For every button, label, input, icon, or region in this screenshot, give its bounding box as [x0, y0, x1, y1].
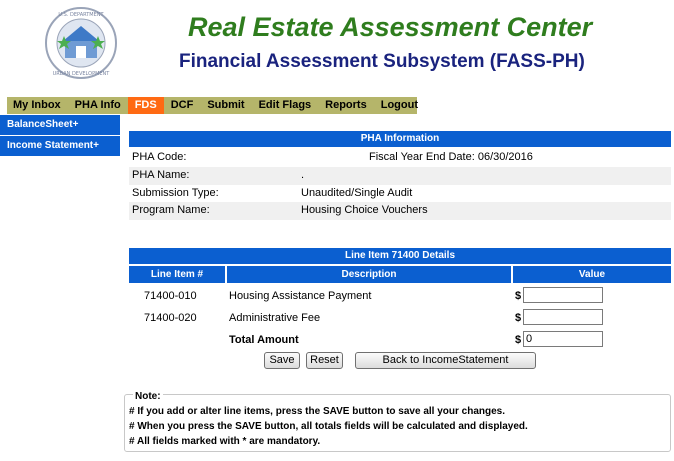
currency-symbol: $	[515, 290, 522, 302]
app-title: Real Estate Assessment Center	[188, 12, 593, 42]
note-line: # If you add or alter line items, press the SAVE button to save all your changes.	[129, 406, 506, 417]
save-button[interactable]: Save	[264, 352, 300, 369]
program-name-row	[129, 202, 671, 220]
svg-text:U.S. DEPARTMENT: U.S. DEPARTMENT	[58, 12, 104, 18]
line-item-description: Housing Assistance Payment	[229, 290, 372, 302]
submission-type-row	[129, 185, 671, 203]
submission-type-label: Submission Type:	[132, 187, 219, 199]
notes-title: Note:	[135, 391, 161, 402]
col-value: Value	[513, 266, 671, 283]
fiscal-year-end: Fiscal Year End Date: 06/30/2016	[369, 151, 533, 163]
nav-submit[interactable]: Submit	[207, 99, 245, 111]
col-description: Description	[227, 266, 511, 283]
nav-reports[interactable]: Reports	[325, 99, 367, 111]
pha-code-row	[129, 149, 671, 167]
program-name-value: Housing Choice Vouchers	[301, 204, 428, 216]
note-line: # All fields marked with * are mandatory.	[129, 436, 321, 447]
nav-logout[interactable]: Logout	[380, 99, 418, 111]
housing-assistance-value-input[interactable]	[523, 287, 603, 303]
sidebar-item-balance-sheet[interactable]: BalanceSheet+	[0, 115, 120, 135]
line-item-number: 71400-020	[144, 312, 197, 324]
back-to-income-statement-button[interactable]: Back to IncomeStatement	[355, 352, 536, 369]
total-amount-input[interactable]	[523, 331, 603, 347]
line-item-heading: Line Item 71400 Details	[129, 248, 671, 264]
nav-my-inbox[interactable]: My Inbox	[13, 99, 61, 111]
sidebar-item-income-statement[interactable]: Income Statement+	[0, 136, 120, 156]
main-nav	[7, 97, 417, 114]
nav-dcf[interactable]: DCF	[170, 99, 194, 111]
program-name-label: Program Name:	[132, 204, 210, 216]
total-currency-symbol: $	[515, 334, 522, 346]
pha-info-heading: PHA Information	[129, 131, 671, 147]
pha-name-row	[129, 167, 671, 185]
line-item-description: Administrative Fee	[229, 312, 321, 324]
administrative-fee-value-input[interactable]	[523, 309, 603, 325]
currency-symbol: $	[515, 312, 522, 324]
nav-fds[interactable]: FDS	[128, 97, 164, 114]
app-subtitle: Financial Assessment Subsystem (FASS-PH)	[179, 51, 585, 72]
pha-name-label: PHA Name:	[132, 169, 190, 181]
nav-pha-info[interactable]: PHA Info	[74, 99, 121, 111]
total-amount-label: Total Amount	[229, 334, 299, 346]
line-item-number: 71400-010	[144, 290, 197, 302]
submission-type-value: Unaudited/Single Audit	[301, 187, 413, 199]
col-line-item: Line Item #	[129, 266, 225, 283]
pha-code-label: PHA Code:	[132, 151, 187, 163]
svg-text:URBAN DEVELOPMENT: URBAN DEVELOPMENT	[52, 71, 110, 77]
note-line: # When you press the SAVE button, all totals fields will be calculated and displayed.	[129, 421, 528, 432]
nav-edit-flags[interactable]: Edit Flags	[258, 99, 312, 111]
pha-name-value: .	[301, 169, 305, 181]
reset-button[interactable]: Reset	[306, 352, 343, 369]
